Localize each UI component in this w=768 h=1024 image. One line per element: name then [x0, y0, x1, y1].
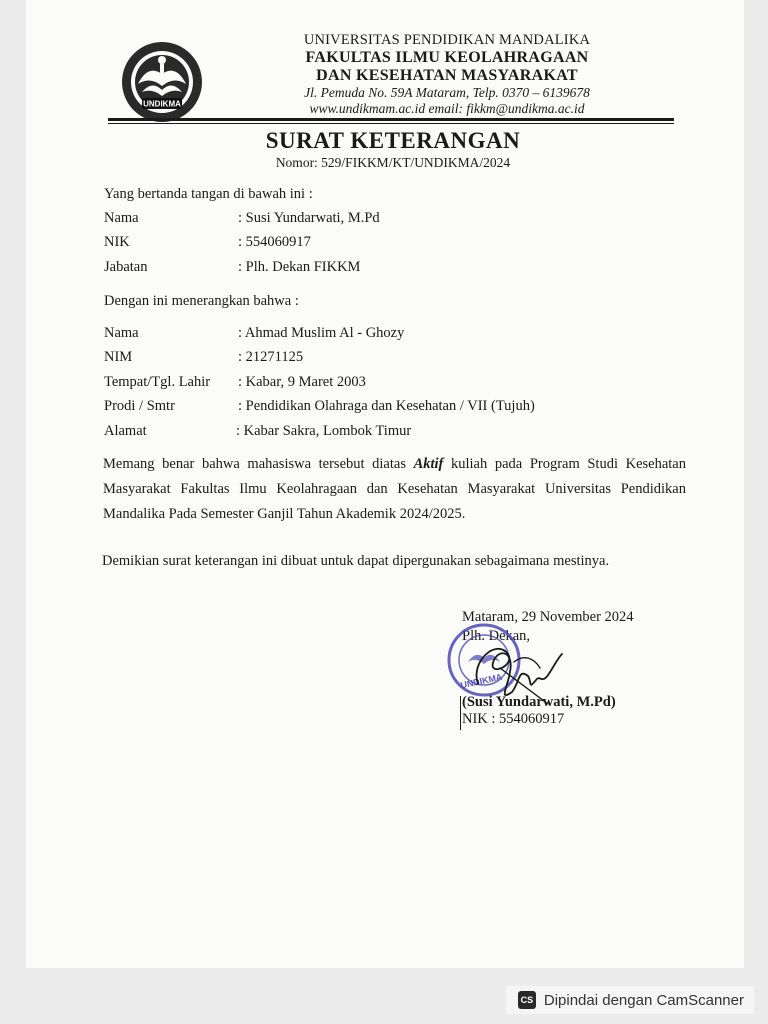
student-field-label: NIM: [104, 349, 133, 365]
university-name: UNIVERSITAS PENDIDIKAN MANDALIKA: [303, 32, 591, 48]
logo-label: UNDIKMA: [143, 99, 181, 109]
scanner-label: Dipindai dengan CamScanner: [543, 991, 744, 1009]
student-field-label: Tempat/Tgl. Lahir: [104, 374, 211, 390]
signer-field-value: : 554060917: [238, 234, 311, 250]
body-text-end: kuliah pada Program Studi Kesehatan Masyarakat Fakultas Ilmu Keolahragaan dan Kesehatan Masyarakat Universitas Pendidikan Mandalika Pada Semester Ganjil Tahun Akademik 2024/2025.: [103, 456, 686, 522]
signer-field-label: Jabatan: [104, 259, 148, 275]
address-line: Jl. Pemuda No. 59A Mataram, Telp. 0370 – 6139678: [304, 85, 590, 100]
student-field-value: : Kabar, 9 Maret 2003: [238, 374, 366, 390]
document-number: Nomor: 529/FIKKM/KT/UNDIKMA/2024: [275, 155, 511, 170]
signatory-name: (Susi Yundarwati, M.Pd): [462, 694, 616, 710]
faculty-name-line1: FAKULTAS ILMU KEOLAHRAGAAN: [305, 49, 589, 66]
university-logo: [120, 40, 204, 124]
student-field-label: Prodi / Smtr: [104, 398, 175, 414]
signatory-nik: NIK : 554060917: [462, 711, 565, 727]
faculty-name-line2: DAN KESEHATAN MASYARAKAT: [316, 67, 578, 84]
student-field-value: : Kabar Sakra, Lombok Timur: [236, 423, 412, 439]
signature-role: Plh. Dekan,: [462, 628, 531, 644]
stamp-label: UNDIKMA: [459, 671, 504, 691]
signer-field-value: : Plh. Dekan FIKKM: [238, 259, 361, 275]
body-paragraph: [103, 452, 686, 527]
student-field-value: : 21271125: [238, 349, 304, 365]
student-field-label: Nama: [104, 325, 139, 341]
scanner-watermark: [506, 986, 754, 1014]
signer-field-label: NIK: [104, 234, 130, 250]
student-field-value: : Pendidikan Olahraga dan Kesehatan / VII (Tujuh): [238, 398, 535, 414]
signatory-name-text: Susi Yundarwati, M.Pd: [466, 694, 611, 710]
signature-place-date: Mataram, 29 November 2024: [462, 609, 634, 625]
document-title: SURAT KETERANGAN: [265, 128, 521, 153]
signature-bracket: [460, 696, 461, 730]
signer-intro: Yang bertanda tangan di bawah ini :: [104, 186, 313, 202]
body-emphasis: Aktif: [413, 456, 444, 472]
letterhead-divider-thin: [108, 123, 674, 124]
student-field-label: Alamat: [104, 423, 147, 439]
contact-line: www.undikmam.ac.id email: fikkm@undikma.ac.id: [309, 101, 585, 116]
closing-statement: Demikian surat keterangan ini dibuat untuk dapat dipergunakan sebagaimana mestinya.: [102, 553, 610, 569]
signer-field-label: Nama: [104, 210, 139, 226]
statement-intro: Dengan ini menerangkan bahwa :: [104, 293, 299, 309]
student-field-value: : Ahmad Muslim Al - Ghozy: [238, 325, 405, 341]
letterhead-divider-thick: [108, 118, 674, 121]
signer-field-value: : Susi Yundarwati, M.Pd: [238, 210, 380, 226]
camscanner-icon: CS: [518, 991, 536, 1009]
letterhead: [212, 32, 682, 117]
body-text-start: Memang benar bahwa mahasiswa tersebut diatas: [103, 456, 414, 472]
